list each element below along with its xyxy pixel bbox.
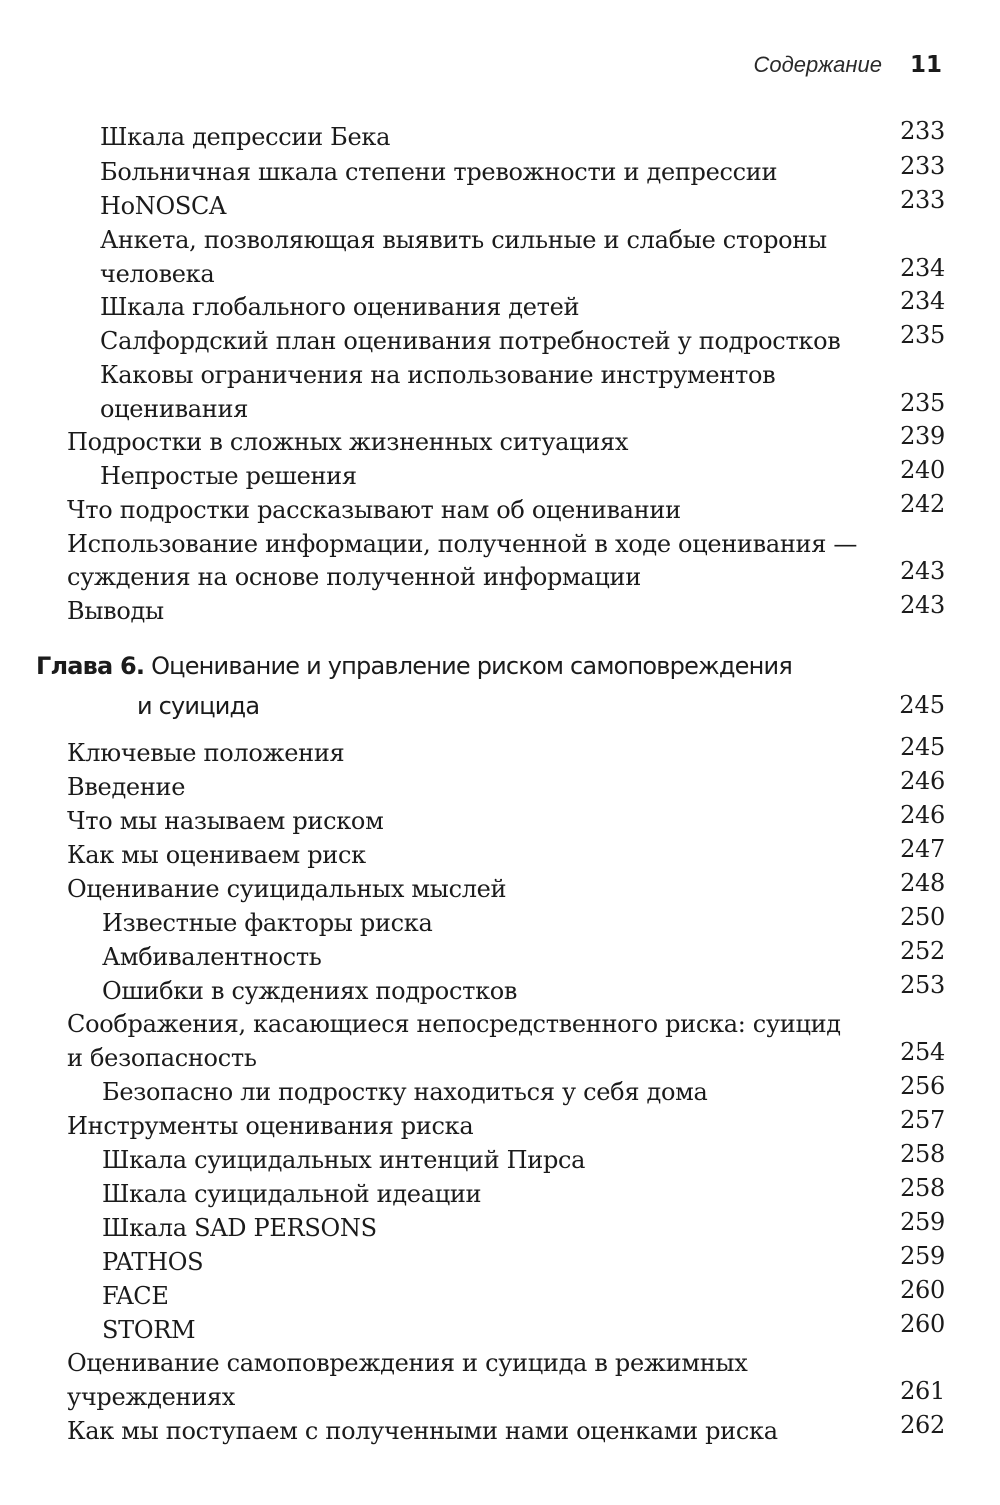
toc-entry-page: 252 (900, 937, 945, 965)
toc-entry-page: 248 (900, 869, 945, 897)
toc-entry-title: Известные факторы риска (102, 909, 433, 937)
toc-entry (0, 1242, 945, 1279)
toc-entry-title: Использование информации, полученной в ходе оценивания — (67, 530, 858, 558)
toc-entry-title: Что подростки рассказывают нам об оценивании (67, 496, 681, 524)
chapter-title-line1: Оценивание и управление риском самоповреждения (151, 652, 792, 680)
toc-entry (0, 937, 945, 974)
toc-entry (0, 1377, 945, 1414)
toc-entry (0, 358, 945, 392)
toc-entry-page: 242 (900, 490, 945, 518)
toc-entry-title: Введение (67, 773, 186, 801)
toc-entry-title: Каковы ограничения на использование инструментов (100, 361, 776, 389)
toc-entry-page: 260 (900, 1276, 945, 1304)
toc-entry (0, 152, 945, 189)
toc-entry-title: Как мы оцениваем риск (67, 841, 366, 869)
toc-entry-title: Шкала суицидальных интенций Пирса (102, 1146, 586, 1174)
toc-entry-title: человека (100, 260, 215, 288)
toc-entry-page: 258 (900, 1140, 945, 1168)
page-number: 11 (909, 52, 942, 78)
toc-entry-page: 246 (900, 801, 945, 829)
toc-entry-title: Амбивалентность (102, 943, 322, 971)
toc-entry-title: Шкала суицидальной идеации (102, 1180, 482, 1208)
toc-entry (0, 903, 945, 940)
toc-entry-title: Ошибки в суждениях подростков (102, 977, 518, 1005)
toc-entry-title: Шкала депрессии Бека (100, 123, 391, 151)
toc-entry (0, 389, 945, 426)
toc-entry-title: суждения на основе полученной информации (67, 563, 641, 591)
toc-entry (0, 186, 945, 223)
toc-entry-title: Больничная шкала степени тревожности и депрессии (100, 158, 778, 186)
toc-entry (0, 1007, 945, 1041)
toc-entry-page: 262 (900, 1411, 945, 1439)
toc-entry-title: HoNOSCA (100, 192, 227, 220)
toc-entry (0, 835, 945, 872)
toc-entry-page: 259 (900, 1208, 945, 1236)
toc-entry-page: 235 (900, 321, 945, 349)
toc-entry (0, 1208, 945, 1245)
toc-entry-title: Соображения, касающиеся непосредственного риска: суицид (67, 1010, 841, 1038)
toc-entry-title: PATHOS (102, 1248, 204, 1276)
toc-entry (0, 1346, 945, 1380)
toc-entry (0, 456, 945, 493)
toc-entry-title: Подростки в сложных жизненных ситуациях (67, 428, 629, 456)
chapter-heading-continuation (137, 686, 259, 726)
toc-entry (0, 422, 945, 459)
toc-entry-title: Салфордский план оценивания потребностей у подростков (100, 327, 841, 355)
toc-entry-page: 256 (900, 1072, 945, 1100)
toc-entry (0, 254, 945, 291)
toc-entry (0, 869, 945, 906)
toc-entry-title: STORM (102, 1316, 196, 1344)
toc-entry-title: и безопасность (67, 1044, 257, 1072)
toc-entry-page: 250 (900, 903, 945, 931)
toc-entry-title: Выводы (67, 597, 164, 625)
toc-entry (0, 971, 945, 1008)
toc-entry (0, 591, 945, 628)
toc-entry (0, 733, 945, 770)
chapter-label: Глава 6. (36, 652, 145, 680)
toc-entry (0, 321, 945, 358)
toc-entry-page: 247 (900, 835, 945, 863)
toc-entry (0, 1310, 945, 1347)
toc-entry-page: 253 (900, 971, 945, 999)
toc-entry-page: 234 (900, 287, 945, 315)
chapter-page: 245 (899, 691, 945, 719)
toc-entry-title: Ключевые положения (67, 739, 345, 767)
toc-entry-page: 243 (900, 557, 945, 585)
toc-entry-title: Что мы называем риском (67, 807, 384, 835)
toc-entry-title: Как мы поступаем с полученными нами оценками риска (67, 1417, 778, 1445)
toc-entry-page: 243 (900, 591, 945, 619)
toc-entry (0, 287, 945, 324)
toc-entry-page: 234 (900, 254, 945, 282)
toc-entry-page: 235 (900, 389, 945, 417)
toc-entry (0, 1174, 945, 1211)
toc-entry (0, 1072, 945, 1109)
toc-entry-page: 257 (900, 1106, 945, 1134)
toc-entry-page: 245 (900, 733, 945, 761)
toc-entry-title: Непростые решения (100, 462, 357, 490)
toc-entry-page: 258 (900, 1174, 945, 1202)
toc-entry-title: оценивания (100, 395, 249, 423)
toc-entry (0, 527, 945, 561)
toc-entry-page: 259 (900, 1242, 945, 1270)
toc-entry (0, 801, 945, 838)
toc-entry-title: Инструменты оценивания риска (67, 1112, 474, 1140)
toc-entry-title: учреждениях (67, 1383, 235, 1411)
toc-entry-page: 260 (900, 1310, 945, 1338)
toc-entry-title: Безопасно ли подростку находиться у себя дома (102, 1078, 708, 1106)
toc-entry-title: FACE (102, 1282, 169, 1310)
chapter-title-line2: и суицида (137, 692, 260, 720)
toc-entry-page: 254 (900, 1038, 945, 1066)
toc-entry (0, 1411, 945, 1448)
toc-entry-page: 239 (900, 422, 945, 450)
toc-entry-title: Шкала глобального оценивания детей (100, 293, 580, 321)
running-header-title: Содержание (753, 52, 882, 77)
toc-entry (0, 1038, 945, 1075)
toc-entry-page: 240 (900, 456, 945, 484)
toc-entry (0, 1276, 945, 1313)
toc-entry (0, 767, 945, 804)
toc-entry-page: 261 (900, 1377, 945, 1405)
toc-entry (0, 223, 945, 257)
toc-entry-page: 246 (900, 767, 945, 795)
chapter-heading (36, 646, 792, 686)
toc-entry-title: Оценивание самоповреждения и суицида в режимных (67, 1349, 748, 1377)
toc-entry-title: Анкета, позволяющая выявить сильные и слабые стороны (100, 226, 827, 254)
toc-entry-title: Оценивание суицидальных мыслей (67, 875, 507, 903)
toc-entry (0, 117, 945, 154)
toc-entry (0, 1106, 945, 1143)
toc-entry (0, 490, 945, 527)
toc-entry (0, 557, 945, 594)
toc-entry-page: 233 (900, 152, 945, 180)
toc-entry-title: Шкала SAD PERSONS (102, 1214, 377, 1242)
toc-entry (0, 1140, 945, 1177)
toc-entry-page: 233 (900, 186, 945, 214)
toc-entry-page: 233 (900, 117, 945, 145)
